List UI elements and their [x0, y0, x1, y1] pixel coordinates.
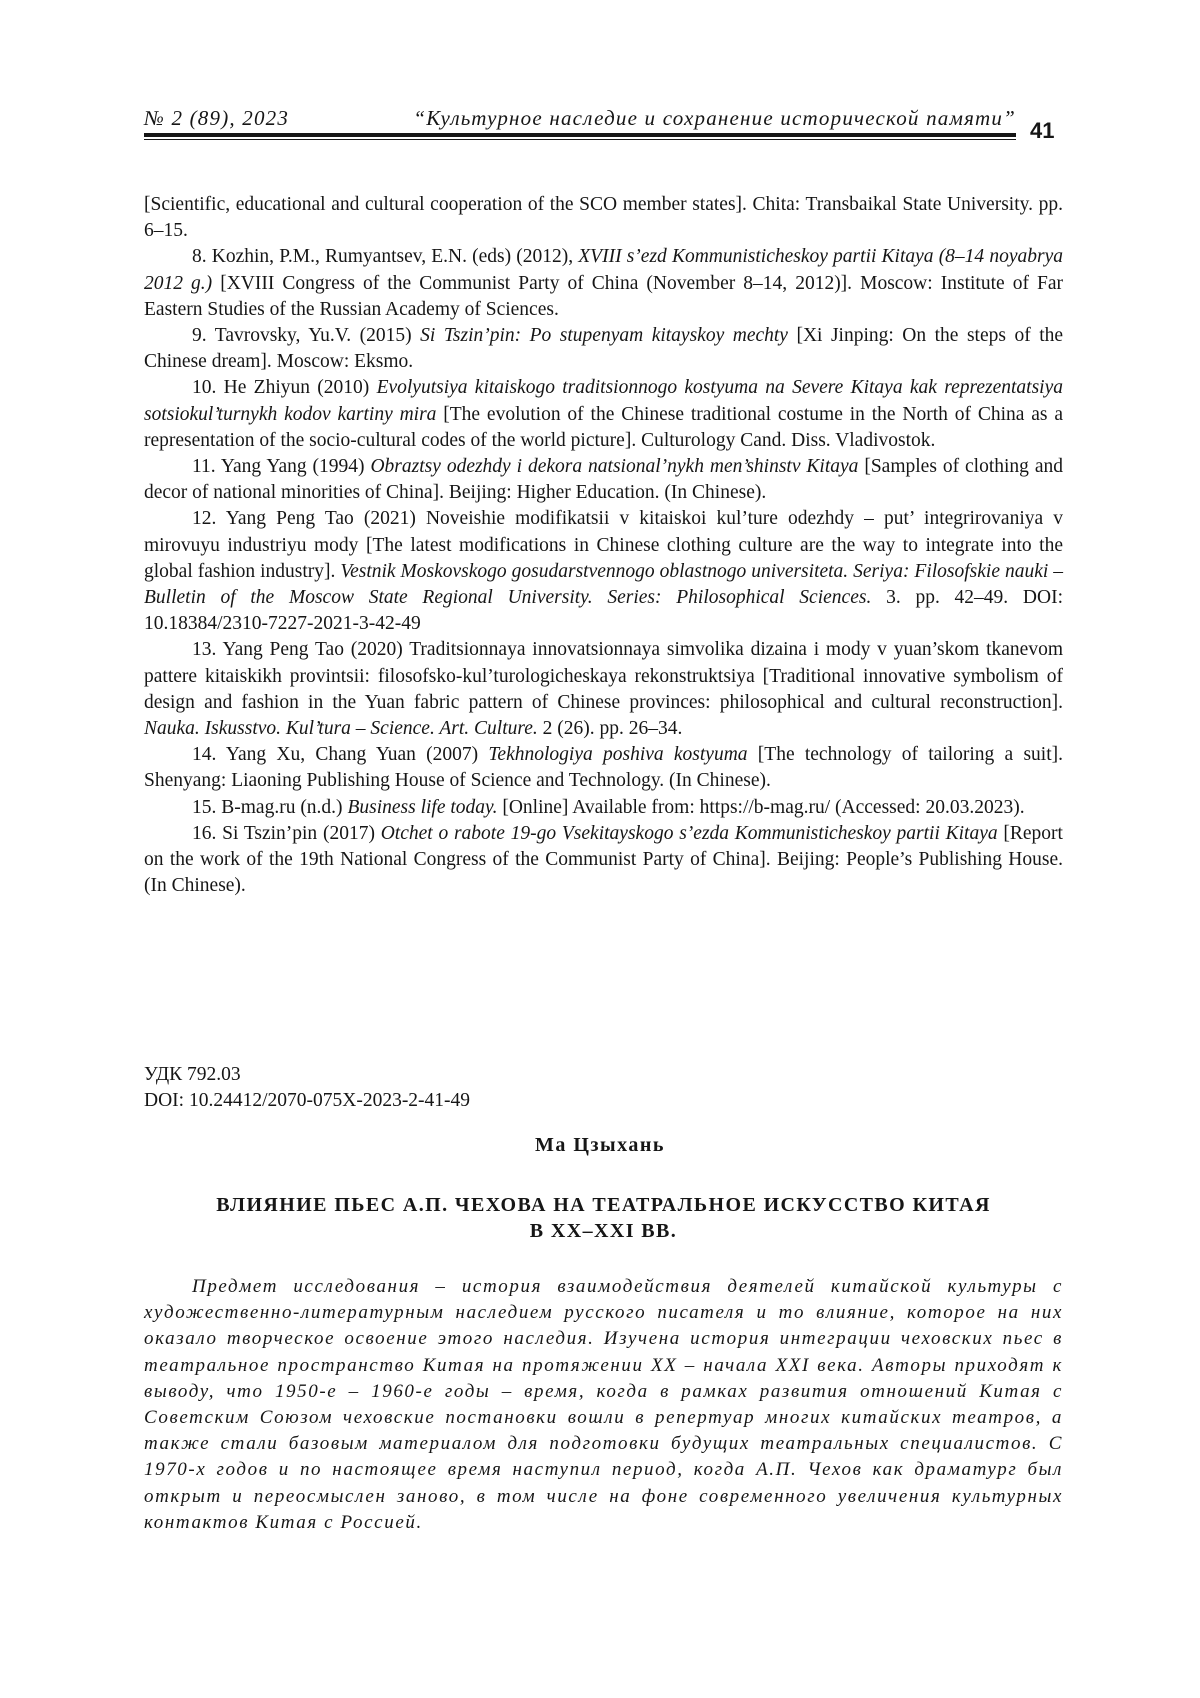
- reference-entry: [144, 375, 1063, 454]
- reference-entry: [144, 821, 1063, 900]
- reference-text: 3. pp. 42–49. DOI: 10.18384/2310-7227-2021-3-42-49: [144, 587, 1064, 635]
- page-number: 41: [1030, 118, 1055, 143]
- reference-entry: [144, 244, 1063, 323]
- running-header: [144, 106, 1016, 131]
- reference-text: [The technology of tailoring a suit]. Shenyang: Liaoning Publishing House of Science and Technology. (In Chinese).: [144, 744, 1063, 792]
- article-metadata: [144, 1062, 470, 1114]
- udk-code: УДК 792.03: [144, 1064, 241, 1085]
- article-title: [144, 1192, 1063, 1244]
- reference-text: 16. Si Tszin’pin (2017): [192, 822, 381, 844]
- reference-text: 12. Yang Peng Tao (2021) Noveishie modifikatsii v kitaiskoi kul’ture odezhdy – put’ integrirovaniya v mirovuyu industriyu mody [The latest modifications in Chinese clothing culture are the way to integrate into the global fashion industry].: [144, 508, 1063, 582]
- reference-title: Evolyutsiya kitaiskogo traditsionnogo kostyuma na Severe Kitaya kak reprezentatsiya sotsiokul’turnykh kodov kartiny mira: [144, 377, 1063, 425]
- issue-number: № 2 (89), 2023: [144, 106, 290, 130]
- header-rule-thin: [144, 139, 1016, 140]
- reference-title: Nauka. Iskusstvo. Kul’tura – Science. Art. Culture.: [144, 718, 538, 740]
- reference-text: 9. Tavrovsky, Yu.V. (2015): [192, 325, 421, 347]
- title-line: ВЛИЯНИЕ ПЬЕС А.П. ЧЕХОВА НА ТЕАТРАЛЬНОЕ ИСКУССТВО КИТАЯ: [216, 1194, 991, 1216]
- reference-list: [144, 192, 1063, 899]
- reference-entry: [144, 795, 1063, 821]
- reference-entry: [144, 506, 1063, 637]
- reference-text: [Report on the work of the 19th National Congress of the Communist Party of China]. Beijing: People’s Publishing House. (In Chinese).: [144, 822, 1063, 897]
- reference-text: [Scientific, educational and cultural cooperation of the SCO member states]. Chita: Transbaikal State University. pp. 6–15.: [144, 194, 1063, 242]
- reference-entry: [144, 742, 1063, 794]
- reference-text: 11. Yang Yang (1994): [192, 456, 371, 478]
- reference-title: Business life today.: [347, 796, 498, 818]
- reference-entry: [144, 323, 1063, 375]
- reference-text: 10. He Zhiyun (2010): [192, 377, 377, 399]
- reference-text: 14. Yang Xu, Chang Yuan (2007): [192, 744, 489, 766]
- reference-text: [Online] Available from: https://b-mag.ru/ (Accessed: 20.03.2023).: [497, 796, 1025, 818]
- reference-title: Tekhnologiya poshiva kostyuma: [488, 744, 748, 766]
- doi: DOI: 10.24412/2070-075X-2023-2-41-49: [144, 1090, 471, 1111]
- reference-text: 8. Kozhin, P.M., Rumyantsev, E.N. (eds) (2012),: [192, 246, 579, 268]
- title-line: В XX–XXI ВВ.: [529, 1220, 678, 1242]
- reference-title: Otchet o rabote 19-go Vsekitayskogo s’ezda Kommunisticheskoy partii Kitaya: [380, 822, 998, 844]
- reference-title: XVIII s’ezd Kommunisticheskoy partii Kitaya (8–14 noyabrya 2012 g.): [144, 246, 1063, 294]
- abstract: Предмет исследования – история взаимодействия деятелей китайской культуры с художественно-литературным наследием русского писателя и то влияние, которое на них оказало творческое освоение этого наследия. Изучена история интеграции чеховских пьес в театральное пространство Китая на протяжении XX – начала XXI века. Авторы приходят к выводу, что 1950-е – 1960-е годы – время, когда в рамках развития отношений Китая с Советским Союзом чеховские постановки вошли в репертуар многих китайских театров, а также стали базовым материалом для подготовки будущих театральных специалистов. С 1970-х годов и по настоящее время наступил период, когда А.П. Чехов как драматург был открыт и переосмыслен заново, в том числе на фоне современного увеличения культурных контактов Китая с Россией.: [144, 1276, 1063, 1533]
- reference-entry: [144, 454, 1063, 506]
- reference-text: [Xi Jinping: On the steps of the Chinese dream]. Moscow: Eksmo.: [144, 325, 1064, 373]
- reference-text: 15. B-mag.ru (n.d.): [192, 796, 348, 818]
- reference-text: 13. Yang Peng Tao (2020) Traditsionnaya innovatsionnaya simvolika dizaina i mody v yuan’skom tkanevom pattere kitaiskikh provintsii: filosofsko-kul’turologicheskaya rekonstruktsiya [Traditional innovative symbolism of design and fashion in the Yuan fabric pattern of Chinese provinces: philosophical and cultural reconstruction].: [144, 639, 1063, 713]
- reference-text: [XVIII Congress of the Communist Party of China (November 8–14, 2012)]. Moscow: Institute of Far Eastern Studies of the Russian Academy of Sciences.: [144, 272, 1063, 320]
- reference-entry: [144, 637, 1063, 742]
- reference-text: [Samples of clothing and decor of national minorities of China]. Beijing: Higher Education. (In Chinese).: [144, 456, 1063, 504]
- author-name: Ма Цзыхань: [535, 1134, 665, 1156]
- reference-text: [The evolution of the Chinese traditional costume in the North of China as a representation of the socio-cultural codes of the world picture]. Culturology Cand. Diss. Vladivostok.: [144, 403, 1063, 451]
- reference-title: Obraztsy odezhdy i dekora natsional’nykh men’shinstv Kitaya: [370, 456, 859, 478]
- header-rule-thick: [144, 133, 1016, 137]
- reference-title: Vestnik Moskovskogo gosudarstvennogo oblastnogo universiteta. Seriya: Filosofskie nauki – Bulletin of the Moscow State Regional University. Series: Philosophical Sciences.: [144, 560, 1063, 609]
- journal-title: “Культурное наследие и сохранение исторической памяти”: [413, 106, 1016, 130]
- reference-title: Si Tszin’pin: Po stupenyam kitayskoy mechty: [420, 325, 788, 347]
- reference-text: 2 (26). pp. 26–34.: [537, 718, 683, 740]
- reference-entry: [144, 192, 1063, 244]
